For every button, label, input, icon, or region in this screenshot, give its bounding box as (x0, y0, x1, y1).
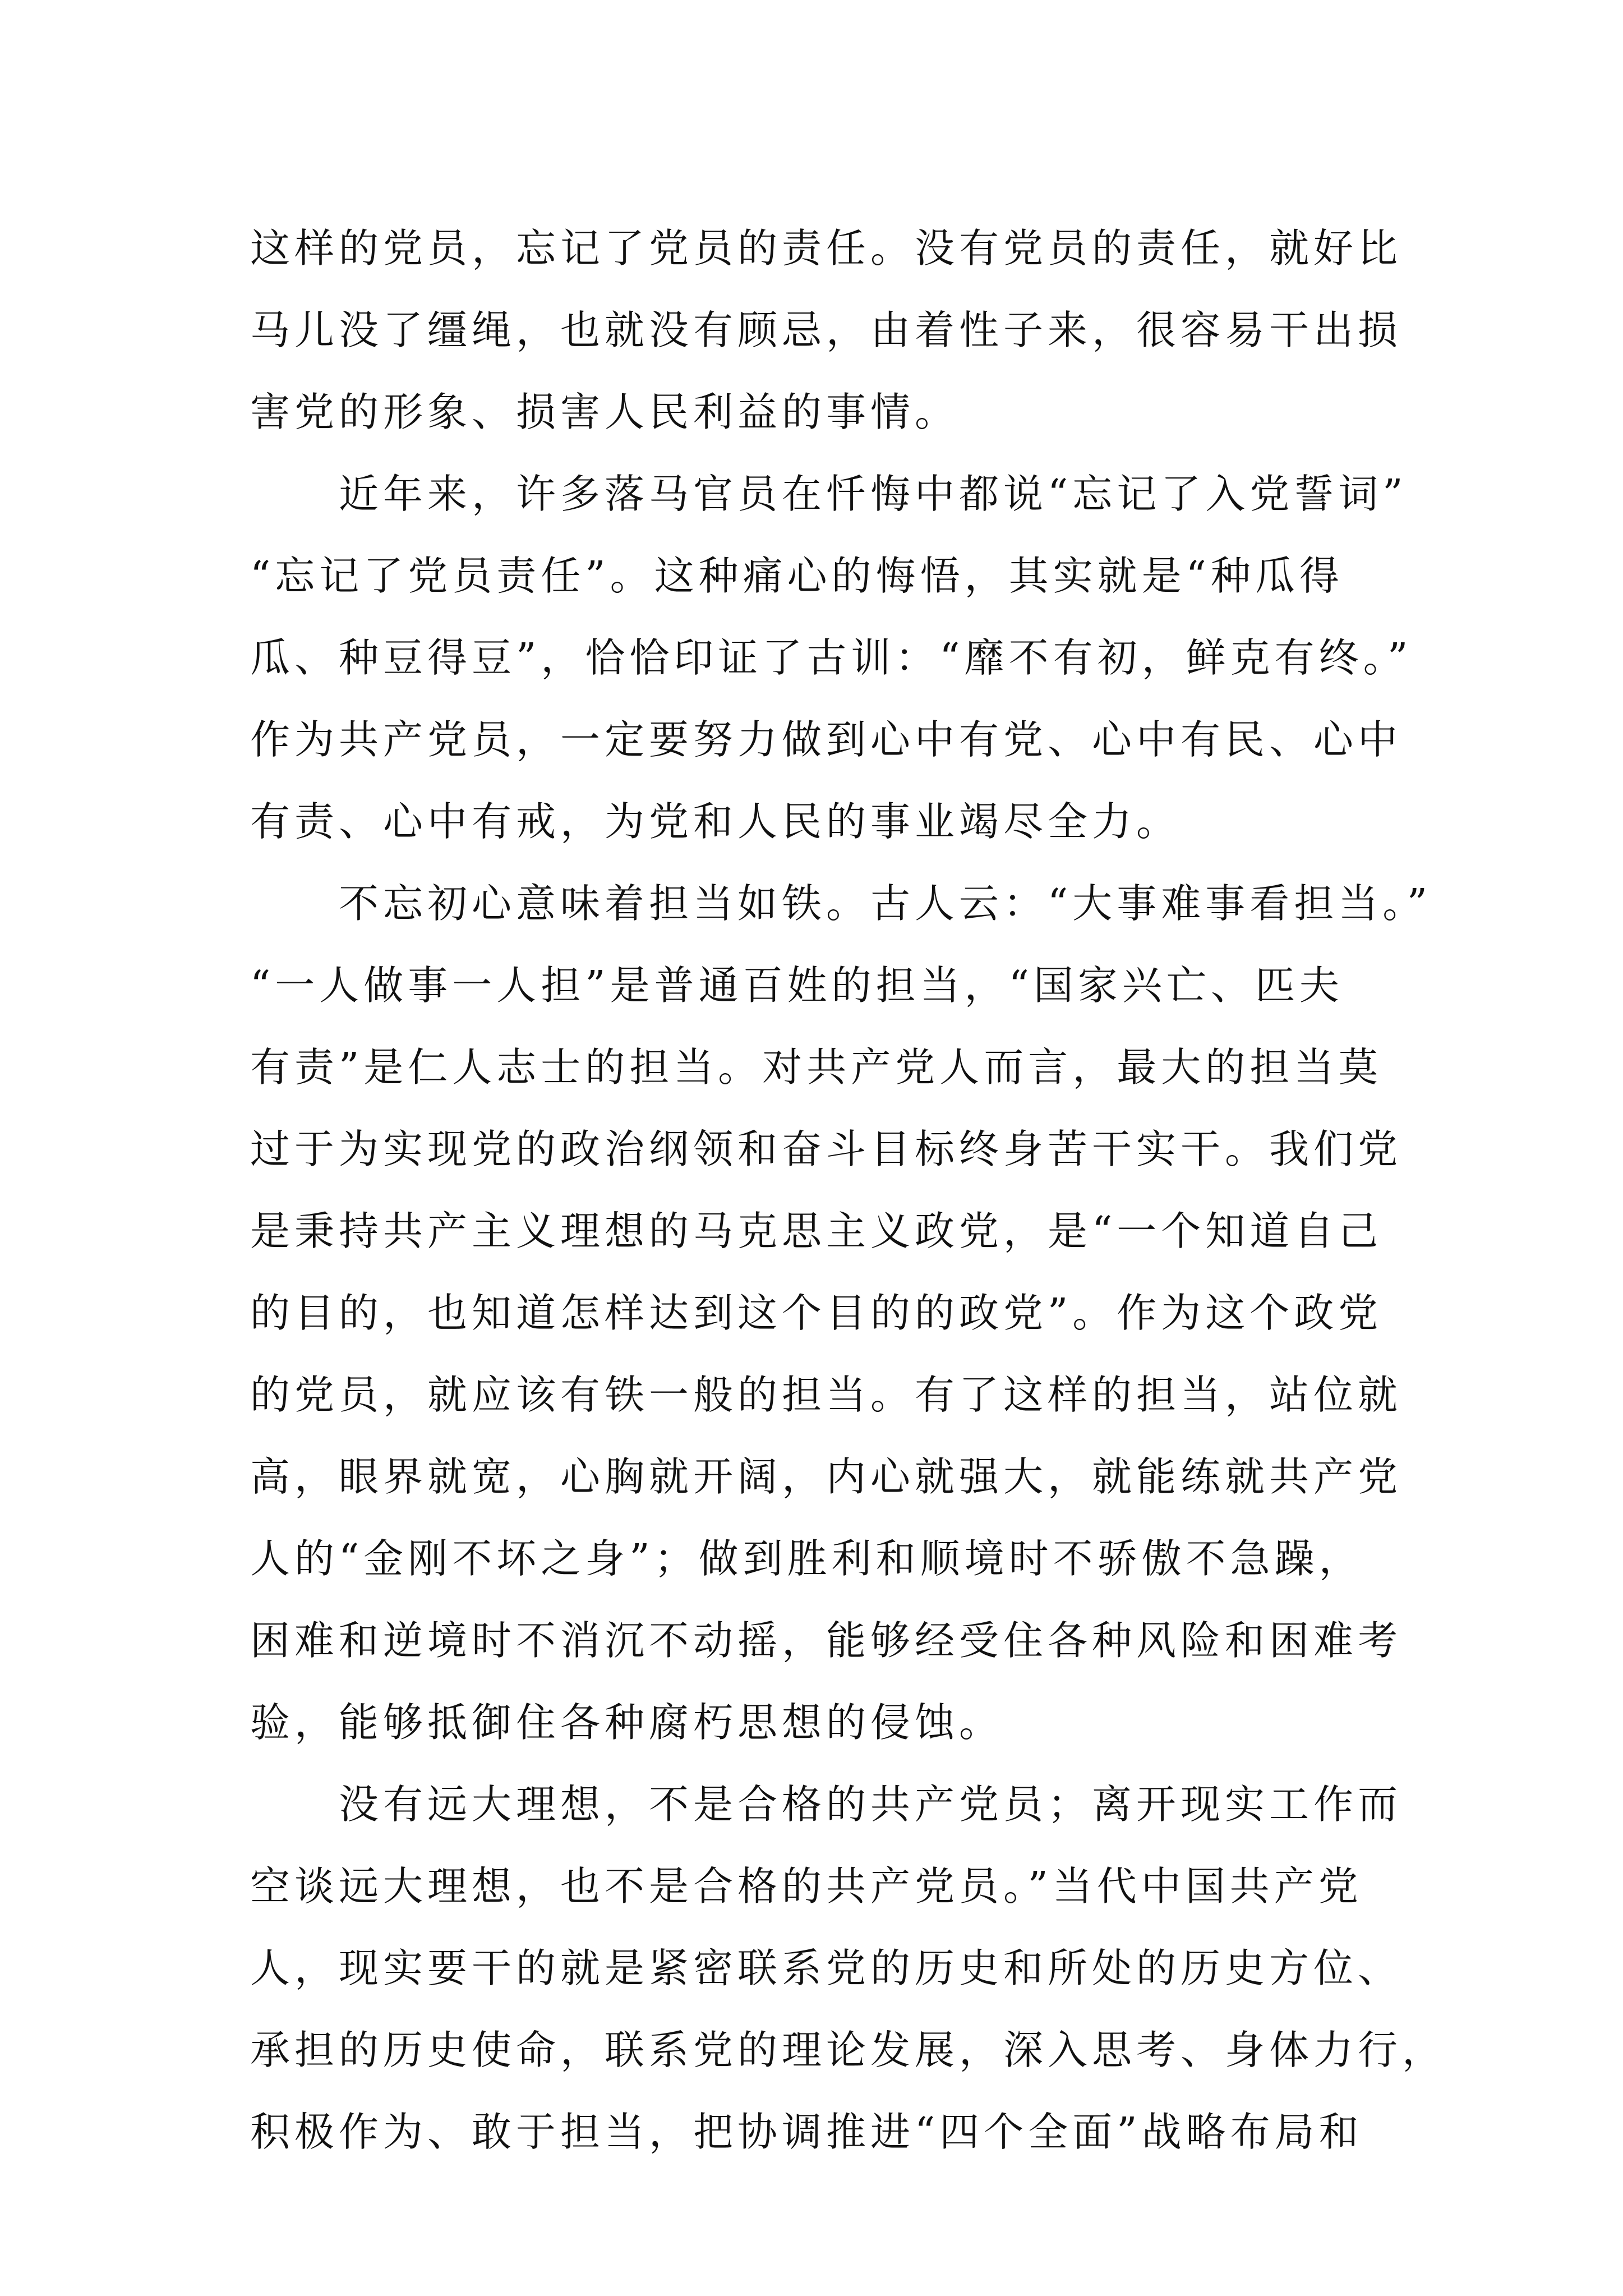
text-line: 验，能够抵御住各种腐朽思想的侵蚀。 (250, 1699, 1004, 1746)
document-body (250, 208, 1447, 2173)
text-line: 作为共产党员，一定要努力做到心中有党、心中有民、心中 (250, 716, 1403, 763)
text-line: 不忘初心意味着担当如铁。古人云：“大事难事看担当。” (250, 880, 1432, 927)
text-line: 人的“金刚不坏之身”；做到胜利和顺境时不骄傲不急躁， (250, 1535, 1363, 1582)
text-line: 没有远大理想，不是合格的共产党员；离开现实工作而 (250, 1781, 1403, 1828)
text-line: 马儿没了缰绳，也就没有顾忌，由着性子来，很容易干出损 (250, 307, 1403, 353)
text-line: 承担的历史使命，联系党的理论发展，深入思考、身体力行， (250, 2027, 1447, 2073)
text-line: 是秉持共产主义理想的马克思主义政党，是“一个知道自己 (250, 1208, 1383, 1254)
text-line: 有责、心中有戒，为党和人民的事业竭尽全力。 (250, 798, 1181, 845)
text-line: 过于为实现党的政治纲领和奋斗目标终身苦干实干。我们党 (250, 1126, 1403, 1172)
paragraph-1 (250, 208, 1403, 453)
text-line: 近年来，许多落马官员在忏悔中都说“忘记了入党誓词” (250, 471, 1408, 517)
text-line: 的目的，也知道怎样达到这个目的的政党”。作为这个政党 (250, 1290, 1383, 1336)
text-line: 人，现实要干的就是紧密联系党的历史和所处的历史方位、 (250, 1945, 1403, 1991)
text-line: 空谈远大理想，也不是合格的共产党员。”当代中国共产党 (250, 1863, 1363, 1910)
text-line: 有责”是仁人志士的担当。对共产党人而言，最大的担当莫 (250, 1044, 1383, 1091)
text-line: 的党员，就应该有铁一般的担当。有了这样的担当，站位就 (250, 1372, 1403, 1418)
text-line: 害党的形象、损害人民利益的事情。 (250, 389, 960, 435)
text-line: “忘记了党员责任”。这种痛心的悔悟，其实就是“种瓜得 (250, 553, 1344, 599)
paragraph-3 (250, 863, 1432, 1764)
text-line: 积极作为、敢于担当，把协调推进“四个全面”战略布局和 (250, 2109, 1363, 2155)
text-line: 高，眼界就宽，心胸就开阔，内心就强大，就能练就共产党 (250, 1453, 1403, 1500)
paragraph-2 (250, 453, 1413, 863)
text-line: 这样的党员，忘记了党员的责任。没有党员的责任，就好比 (250, 225, 1403, 272)
text-line: “一人做事一人担”是普通百姓的担当，“国家兴亡、匹夫 (250, 962, 1344, 1009)
text-line: 困难和逆境时不消沉不动摇，能够经受住各种风险和困难考 (250, 1617, 1403, 1664)
text-line: 瓜、种豆得豆”，恰恰印证了古训：“靡不有初，鲜克有终。” (250, 634, 1413, 681)
paragraph-4 (250, 1764, 1447, 2173)
